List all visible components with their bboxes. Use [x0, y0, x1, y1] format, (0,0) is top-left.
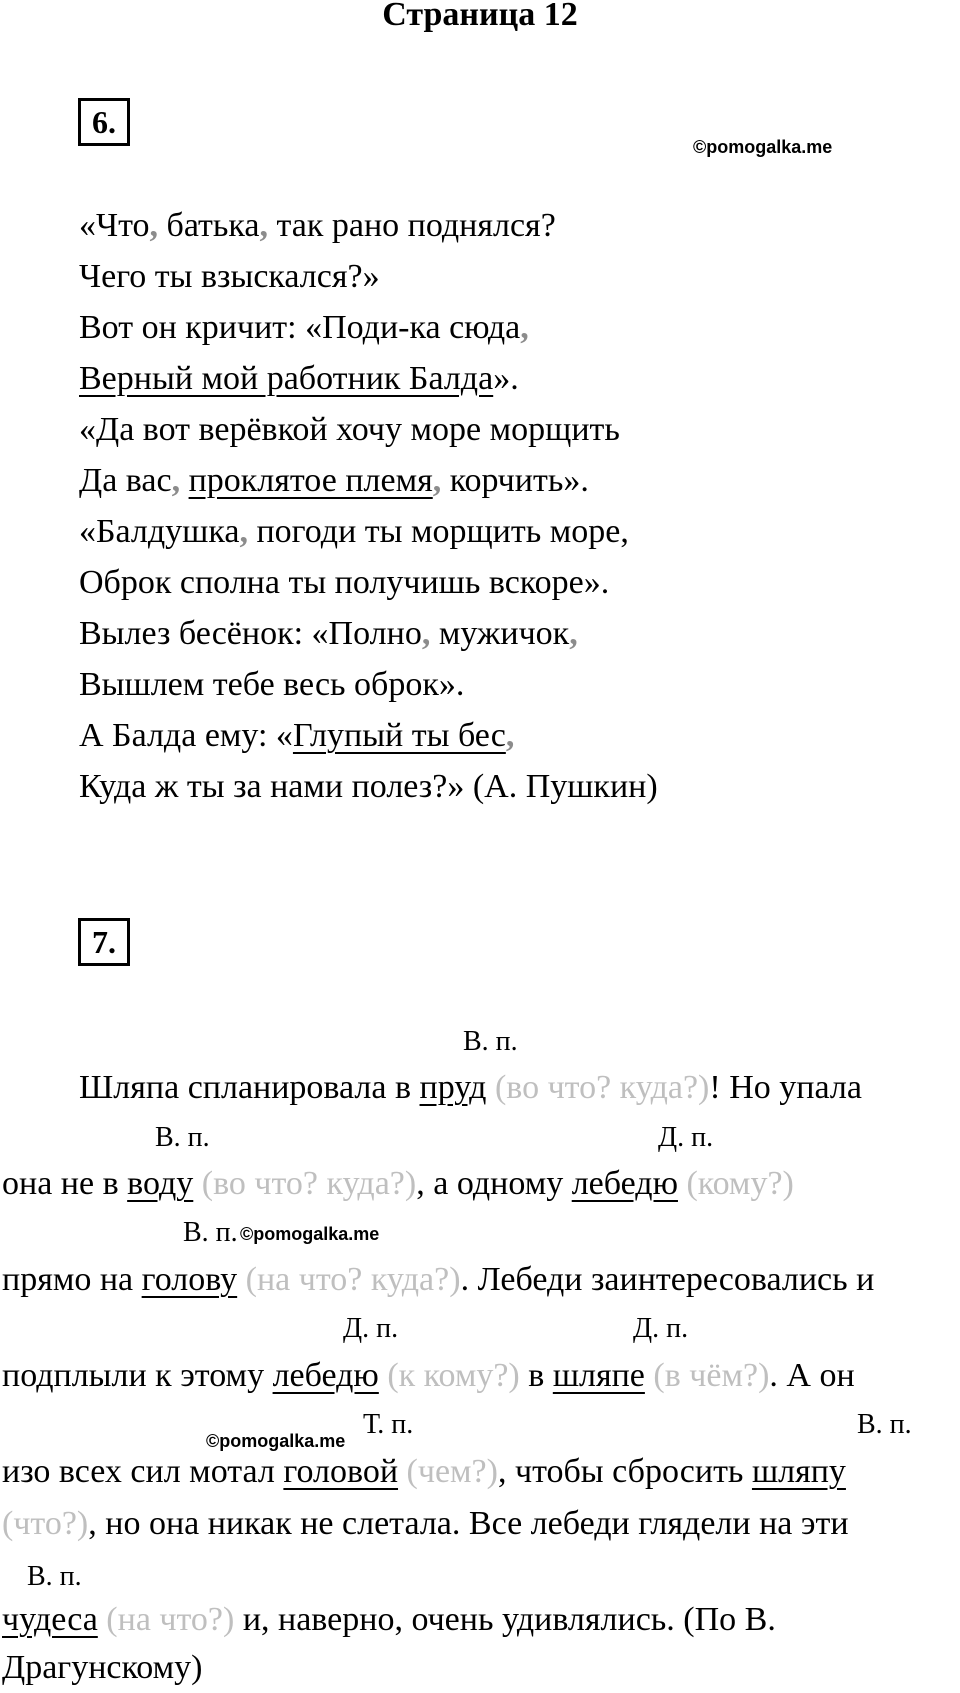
- case-label: Д. п.: [343, 1313, 399, 1344]
- watermark: ©pomogalka.me: [240, 1224, 380, 1244]
- underlined-subject: Верный мой работник Балда: [79, 360, 494, 397]
- poem-line: Оброк сполна ты получишь вскоре».: [79, 564, 610, 601]
- underlined-word: шляпу: [751, 1453, 846, 1490]
- underlined-word: пруд: [419, 1069, 487, 1106]
- poem-line: Вышлем тебе весь оброк».: [79, 666, 465, 703]
- poem-line: Чего ты взыскался?»: [79, 258, 380, 295]
- case-label: В. п.: [857, 1409, 912, 1440]
- text-line: подплыли к этому лебедю (к кому?) в шляпе (в чём?). А он: [2, 1357, 855, 1394]
- case-label: Д. п.: [658, 1122, 714, 1153]
- page-title: Страница 12: [382, 0, 578, 33]
- underlined-word: шляпе: [552, 1357, 645, 1394]
- poem-line: Вылез бесёнок: «Полно, мужичок,: [79, 615, 578, 652]
- case-label: В. п.: [463, 1026, 518, 1057]
- underlined-subject: проклятое племя: [188, 462, 433, 499]
- case-label: В. п.: [183, 1217, 238, 1248]
- question-hint: (в чём?): [644, 1357, 770, 1394]
- question-hint: (на что?): [97, 1601, 235, 1638]
- question-hint: (кому?): [677, 1165, 794, 1202]
- poem-line: «Балдушка, погоди ты морщить море,: [79, 513, 629, 550]
- text-line: прямо на голову (на что? куда?). Лебеди заинтересовались и: [2, 1261, 875, 1298]
- text-line: она не в воду (во что? куда?), а одному лебедю (кому?): [2, 1165, 794, 1202]
- case-label: В. п.: [155, 1122, 210, 1153]
- underlined-word: голову: [141, 1261, 238, 1298]
- poem-line: «Что, батька, так рано поднялся?: [79, 207, 556, 244]
- underlined-word: воду: [127, 1165, 194, 1202]
- task-number-6: 6.: [78, 98, 130, 146]
- text-line: Шляпа спланировала в пруд (во что? куда?)! Но упала: [79, 1069, 862, 1106]
- case-label: Т. п.: [363, 1409, 414, 1440]
- poem-line: Да вас, проклятое племя, корчить».: [79, 462, 589, 499]
- underlined-word: лебедю: [272, 1357, 379, 1394]
- underlined-word: головой: [283, 1453, 399, 1490]
- text-line: чудеса (на что?) и, наверно, очень удивлялись. (По В.: [2, 1601, 776, 1638]
- poem-line: Вот он кричит: «Поди-ка сюда,: [79, 309, 529, 346]
- underlined-word: чудеса: [2, 1601, 98, 1638]
- task-number-7: 7.: [78, 918, 130, 966]
- question-hint: (во что? куда?): [193, 1165, 417, 1202]
- underlined-subject: Глупый ты бес: [292, 717, 506, 754]
- question-hint: (что?): [2, 1505, 89, 1542]
- case-label: В. п.: [27, 1561, 82, 1592]
- watermark: ©pomogalka.me: [206, 1431, 346, 1451]
- watermark: ©pomogalka.me: [693, 137, 833, 157]
- poem-line: Верный мой работник Балда».: [79, 360, 519, 397]
- question-hint: (чем?): [398, 1453, 498, 1490]
- underlined-word: лебедю: [571, 1165, 678, 1202]
- poem-line: Куда ж ты за нами полез?» (А. Пушкин): [79, 768, 658, 805]
- question-hint: (к кому?): [378, 1357, 520, 1394]
- text-line: (что?), но она никак не слетала. Все лебеди глядели на эти: [2, 1505, 849, 1542]
- text-line: Драгунскому): [2, 1649, 203, 1686]
- case-label: Д. п.: [633, 1313, 689, 1344]
- poem-line: А Балда ему: «Глупый ты бес,: [79, 717, 515, 754]
- question-hint: (во что? куда?): [486, 1069, 710, 1106]
- poem-line: «Да вот верёвкой хочу море морщить: [79, 411, 620, 448]
- text-line: изо всех сил мотал головой (чем?), чтобы сбросить шляпу: [2, 1453, 846, 1490]
- question-hint: (на что? куда?): [237, 1261, 461, 1298]
